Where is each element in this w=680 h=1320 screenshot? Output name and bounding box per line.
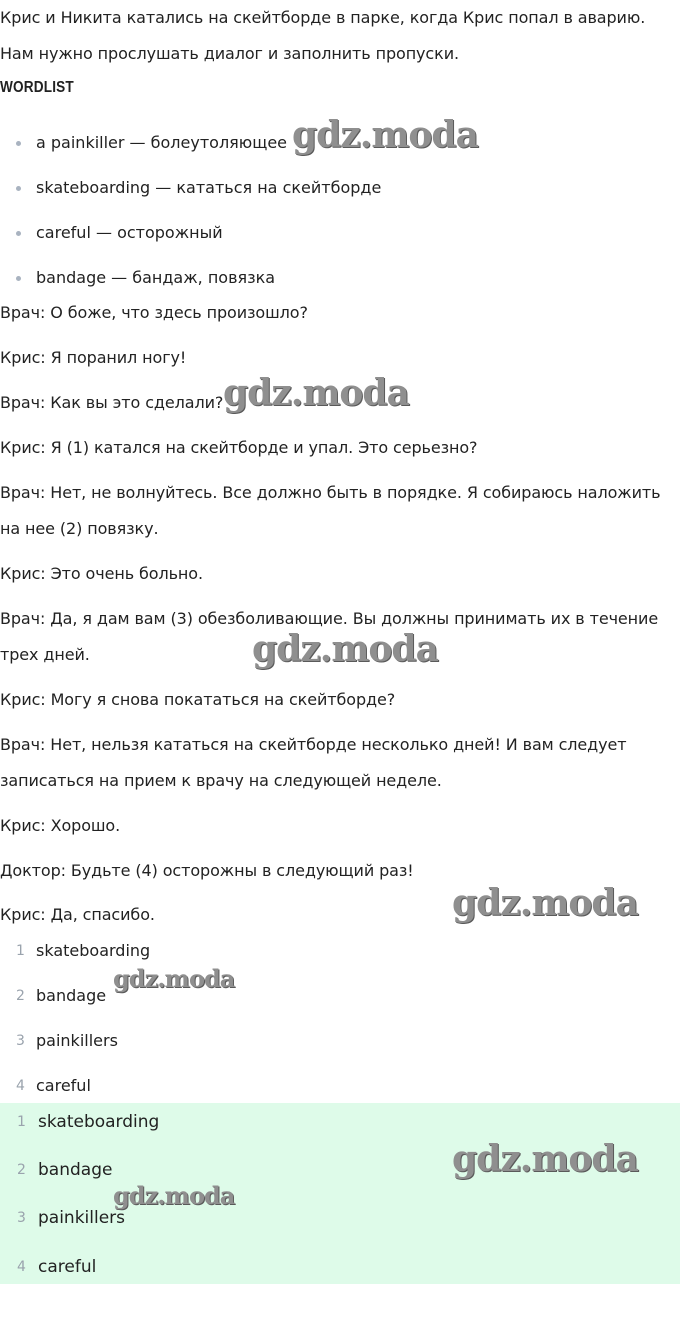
answer-number: 2	[17, 1162, 26, 1178]
watermark: gdz.moda	[292, 114, 478, 156]
watermark: gdz.moda	[113, 1181, 235, 1210]
answer-text: skateboarding	[36, 941, 151, 960]
intro-line-1: Крис и Никита катались на скейтборде в парке, когда Крис попал в аварию.	[0, 8, 646, 27]
watermark: gdz.moda	[252, 628, 438, 670]
dialogue-line: записаться на прием к врачу на следующей неделе.	[0, 771, 442, 790]
bullet-dot-icon	[16, 186, 21, 191]
dialogue-line: Крис: Хорошо.	[0, 816, 121, 835]
dialogue-line: Врач: О боже, что здесь произошло?	[0, 303, 308, 322]
watermark: gdz.moda	[113, 964, 235, 993]
bullet-dot-icon	[16, 231, 21, 236]
watermark: gdz.moda	[452, 1138, 638, 1180]
answer-text: careful	[38, 1257, 97, 1277]
intro-line-2: Нам нужно прослушать диалог и заполнить пропуски.	[0, 44, 459, 63]
watermark: gdz.moda	[223, 372, 409, 414]
answer-text: skateboarding	[38, 1112, 160, 1132]
watermark: gdz.moda	[452, 882, 638, 924]
dialogue-line: на нее (2) повязку.	[0, 519, 159, 538]
wordlist-title: WORDLIST	[0, 79, 74, 96]
wordlist-item-text: skateboarding — кататься на скейтборде	[36, 178, 382, 197]
dialogue-line: Врач: Как вы это сделали?	[0, 393, 224, 412]
answer-number: 2	[16, 988, 25, 1004]
answer-number: 3	[17, 1210, 26, 1226]
answer-number: 4	[17, 1259, 26, 1275]
answer-number: 4	[16, 1078, 25, 1094]
answer-text: bandage	[38, 1160, 113, 1180]
wordlist-item-text: bandage — бандаж, повязка	[36, 268, 276, 287]
dialogue-line: Крис: Могу я снова покататься на скейтборде?	[0, 690, 396, 709]
answer-number: 1	[17, 1114, 26, 1130]
dialogue-line: Доктор: Будьте (4) осторожны в следующий раз!	[0, 861, 414, 880]
dialogue-line: Крис: Да, спасибо.	[0, 905, 155, 924]
wordlist-item-text: a painkiller — болеутоляющее	[36, 133, 288, 152]
dialogue-line: Врач: Да, я дам вам (3) обезболивающие. Вы должны принимать их в течение	[0, 609, 659, 628]
dialogue-line: трех дней.	[0, 645, 90, 664]
answer-text: bandage	[36, 986, 107, 1005]
dialogue-line: Крис: Это очень больно.	[0, 564, 203, 583]
answer-text: painkillers	[36, 1031, 118, 1050]
dialogue-line: Врач: Нет, не волнуйтесь. Все должно быть в порядке. Я собираюсь наложить	[0, 483, 661, 502]
answer-number: 1	[16, 943, 25, 959]
dialogue-line: Врач: Нет, нельзя кататься на скейтборде несколько дней! И вам следует	[0, 735, 627, 754]
dialogue-line: Крис: Я поранил ногу!	[0, 348, 187, 367]
bullet-dot-icon	[16, 141, 21, 146]
dialogue-line: Крис: Я (1) катался на скейтборде и упал. Это серьезно?	[0, 438, 478, 457]
wordlist-item-text: careful — осторожный	[36, 223, 223, 242]
answer-text: painkillers	[38, 1208, 126, 1228]
bullet-dot-icon	[16, 276, 21, 281]
answer-text: careful	[36, 1076, 91, 1095]
answer-number: 3	[16, 1033, 25, 1049]
